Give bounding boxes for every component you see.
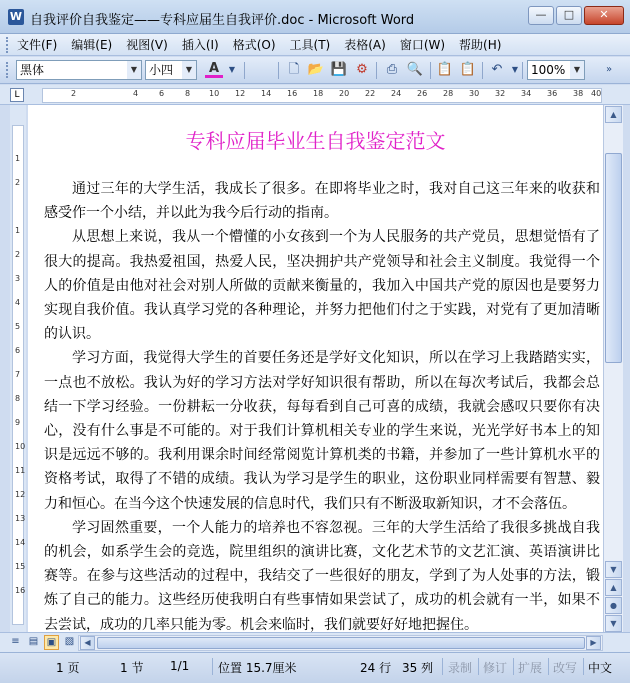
vertical-ruler[interactable] (10, 105, 26, 632)
horizontal-scrollbar[interactable] (78, 635, 603, 651)
title-bar (0, 0, 630, 34)
status-divider (583, 658, 584, 675)
next-page-icon[interactable]: ▼ (605, 615, 622, 632)
save-icon[interactable]: 💾 (330, 62, 348, 77)
vertical-ruler-scale (12, 125, 24, 625)
ruler-number: 2 (71, 89, 77, 98)
toolbar-separator (376, 62, 377, 79)
minimize-button[interactable]: — (528, 6, 554, 25)
status-section: 1 节 (120, 661, 144, 675)
undo-dropdown-icon[interactable]: ▼ (511, 65, 519, 74)
status-divider (548, 658, 549, 675)
paragraph: 通过三年的大学生活，我成长了很多。在即将毕业之时，我对自己这三年来的收获和感受作一个小结，并以此为我今后行动的指南。 (44, 181, 600, 222)
normal-view-icon[interactable]: ≡ (11, 636, 20, 647)
scroll-up-icon[interactable]: ▲ (605, 106, 622, 123)
zoom-value: 100% (531, 63, 566, 77)
status-column: 35 列 (402, 661, 434, 675)
ruler-number: 20 (339, 89, 350, 98)
ruler-number: 10 (209, 89, 220, 98)
ruler-number: 8 (15, 394, 21, 403)
toolbar-separator (522, 62, 523, 79)
ruler-number: 15 (15, 562, 26, 571)
document-body[interactable] (44, 177, 600, 632)
undo-icon[interactable]: ↶ (491, 62, 503, 77)
ruler-number: 12 (15, 490, 26, 499)
status-page-of: 1/1 (170, 659, 190, 673)
scroll-down-icon[interactable]: ▼ (605, 561, 622, 578)
ruler-number: 13 (15, 514, 26, 523)
menu-tools[interactable]: 工具(T) (289, 38, 331, 52)
horizontal-ruler[interactable] (42, 88, 602, 103)
ruler-number: 11 (15, 466, 26, 475)
ruler-number: 12 (235, 89, 246, 98)
toolbar-separator (244, 62, 245, 79)
ruler-number: 30 (469, 89, 480, 98)
ruler-number: 28 (443, 89, 454, 98)
previous-page-icon[interactable]: ▲ (605, 579, 622, 596)
paragraph: 学习固然重要，一个人能力的培养也不容忽视。三年的大学生活给了我很多挑战自我的机会，如系学生会的竞选，院里组织的演讲比赛，文化艺术节的文艺汇演、英语演讲比赛等。在参与这些活动的过程中，我结交了一些很好的朋友，学到了为人处事的方法，锻炼了自己的能力。这些经历使我明白有些事情如果尝试了，成功的机会就有一半，如果不去尝试，成功的几率只能为零。机会来临时，我们就要好好地把握住。 (44, 519, 600, 632)
menu-view[interactable]: 视图(V) (126, 38, 168, 52)
ruler-number: 7 (15, 370, 21, 379)
status-divider (212, 658, 213, 675)
paragraph: 从思想上来说，我从一个懵懂的小女孩到一个为人民服务的共产党员，思想觉悟有了很大的提高。我热爱祖国，热爱人民，坚决拥护共产党领导和社会主义制度。我觉得一个人的价值是由他对社会对别人所做的贡献来衡量的，我加入中国共产党的原因也是要努力实现自我价值。我认真学习党的各种理论，并努力把他们付之于实践，对党有了更加清晰的认识。 (44, 229, 600, 343)
ruler-number: 3 (15, 274, 21, 283)
ruler-number: 14 (15, 538, 26, 547)
ruler-number: 24 (391, 89, 402, 98)
ruler-number: 40 (591, 89, 602, 98)
ruler-number: 1 (15, 154, 21, 163)
status-bar (0, 652, 630, 683)
scroll-left-icon[interactable]: ◀ (80, 636, 95, 650)
ruler-number: 16 (287, 89, 298, 98)
menu-table[interactable]: 表格(A) (344, 38, 386, 52)
toolbar-separator (482, 62, 483, 79)
font-size-combo[interactable] (145, 60, 197, 80)
ruler-number: 4 (15, 298, 21, 307)
status-divider (478, 658, 479, 675)
view-and-scroll-bar (0, 632, 630, 652)
status-ovr[interactable]: 改写 (553, 661, 578, 675)
status-ext[interactable]: 扩展 (518, 661, 543, 675)
document-title: 专科应届毕业生自我鉴定范文 (185, 129, 446, 153)
paste-icon[interactable]: 📋 (459, 62, 477, 77)
print-layout-icon[interactable]: ▣ (44, 635, 59, 650)
web-layout-icon[interactable]: ▤ (28, 636, 39, 647)
menu-edit[interactable]: 编辑(E) (71, 38, 113, 52)
font-name-combo[interactable] (16, 60, 142, 80)
select-browse-object-icon[interactable]: ● (605, 597, 622, 614)
status-language: 中文 (588, 661, 613, 675)
menu-window[interactable]: 窗口(W) (399, 38, 446, 52)
zoom-combo[interactable] (527, 60, 585, 80)
copy-icon[interactable]: 📋 (436, 62, 454, 77)
maximize-button[interactable]: □ (556, 6, 582, 25)
font-color-dropdown-icon[interactable]: ▼ (228, 65, 236, 74)
ruler-number: 10 (15, 442, 26, 451)
ruler-number: 34 (521, 89, 532, 98)
status-rec[interactable]: 录制 (448, 661, 473, 675)
menubar-grip[interactable] (6, 37, 9, 53)
print-icon[interactable]: ⎙ (386, 62, 398, 77)
word-app-icon[interactable]: W (9, 10, 23, 23)
chevron-down-icon[interactable]: ▼ (570, 61, 584, 79)
status-divider (513, 658, 514, 675)
font-color-button[interactable]: A (205, 61, 223, 78)
status-divider (442, 658, 443, 675)
window-controls (528, 6, 624, 25)
status-position: 位置 15.7厘米 (218, 661, 297, 675)
ruler-number: 2 (15, 178, 21, 187)
chevron-down-icon[interactable]: ▼ (182, 61, 196, 79)
ruler-number: 38 (573, 89, 584, 98)
menu-format[interactable]: 格式(O) (232, 38, 276, 52)
menu-help[interactable]: 帮助(H) (459, 38, 502, 52)
reading-layout-icon[interactable]: ▧ (64, 636, 75, 647)
ruler-number: 8 (185, 89, 191, 98)
window-title: 自我评价自我鉴定——专科应届生自我评价.doc - Microsoft Word (30, 13, 415, 28)
ruler-number: 18 (313, 89, 324, 98)
ruler-number: 32 (495, 89, 506, 98)
status-trk[interactable]: 修订 (483, 661, 508, 675)
ruler-number: 4 (133, 89, 139, 98)
horizontal-scroll-thumb[interactable] (97, 637, 585, 649)
ruler-number: 26 (417, 89, 428, 98)
horizontal-ruler-bar (0, 85, 630, 105)
toolbar-options-icon[interactable]: » (605, 64, 613, 75)
permission-icon[interactable]: ⚙ (356, 62, 368, 77)
vertical-scroll-thumb[interactable] (605, 153, 622, 363)
ruler-number: 6 (159, 89, 165, 98)
toolbar-grip[interactable] (6, 62, 9, 78)
print-preview-icon[interactable]: 🔍 (406, 62, 424, 77)
toolbar-separator (278, 62, 279, 79)
ruler-number: 14 (261, 89, 272, 98)
tab-stop-selector[interactable]: L (10, 88, 24, 102)
status-page: 1 页 (56, 661, 80, 675)
ruler-number: 16 (15, 586, 26, 595)
close-button[interactable]: ✕ (584, 6, 624, 25)
font-name-value: 黑体 (20, 63, 45, 77)
formatting-toolbar (0, 57, 630, 84)
menu-file[interactable]: 文件(F) (17, 38, 58, 52)
ruler-number: 2 (15, 250, 21, 259)
ruler-number: 22 (365, 89, 376, 98)
chevron-down-icon[interactable]: ▼ (127, 61, 141, 79)
scroll-right-icon[interactable]: ▶ (586, 636, 601, 650)
open-folder-icon[interactable]: 📂 (307, 62, 325, 77)
new-document-icon[interactable]: 🗋 (288, 62, 300, 77)
font-size-value: 小四 (149, 63, 174, 77)
document-page[interactable] (28, 105, 603, 632)
menu-insert[interactable]: 插入(I) (181, 38, 219, 52)
status-line: 24 行 (360, 661, 392, 675)
ruler-number: 1 (15, 226, 21, 235)
paragraph: 学习方面，我觉得大学生的首要任务还是学好文化知识，所以在学习上我踏踏实实，一点也不放松。我认为好的学习方法对学好知识很有帮助，所以在每次考试后，我都会总结一下学习经验。一份耕耘一分收获，每每看到自己可喜的成绩，我就会感叹只要你有决心，没有什么事是不可能的。对于我们计算机相关专业的学生来说，光光学好书本上的知识是远远不够的。我利用课余时间经常阅览计算机类的书籍，并参加了一些计算机水平的资格考试，取得了不错的成绩。我认为学习是学生的职业，这份职业同样需要有智慧、毅力和恒心。在当今这个快速发展的信息时代，我们只有不断汲取新知识，才不会落伍。 (44, 350, 600, 512)
ruler-number: 9 (15, 418, 21, 427)
menu-bar (0, 34, 630, 56)
vertical-scrollbar[interactable] (603, 105, 623, 632)
toolbar-separator (430, 62, 431, 79)
ruler-number: 5 (15, 322, 21, 331)
ruler-number: 36 (547, 89, 558, 98)
ruler-number: 6 (15, 346, 21, 355)
